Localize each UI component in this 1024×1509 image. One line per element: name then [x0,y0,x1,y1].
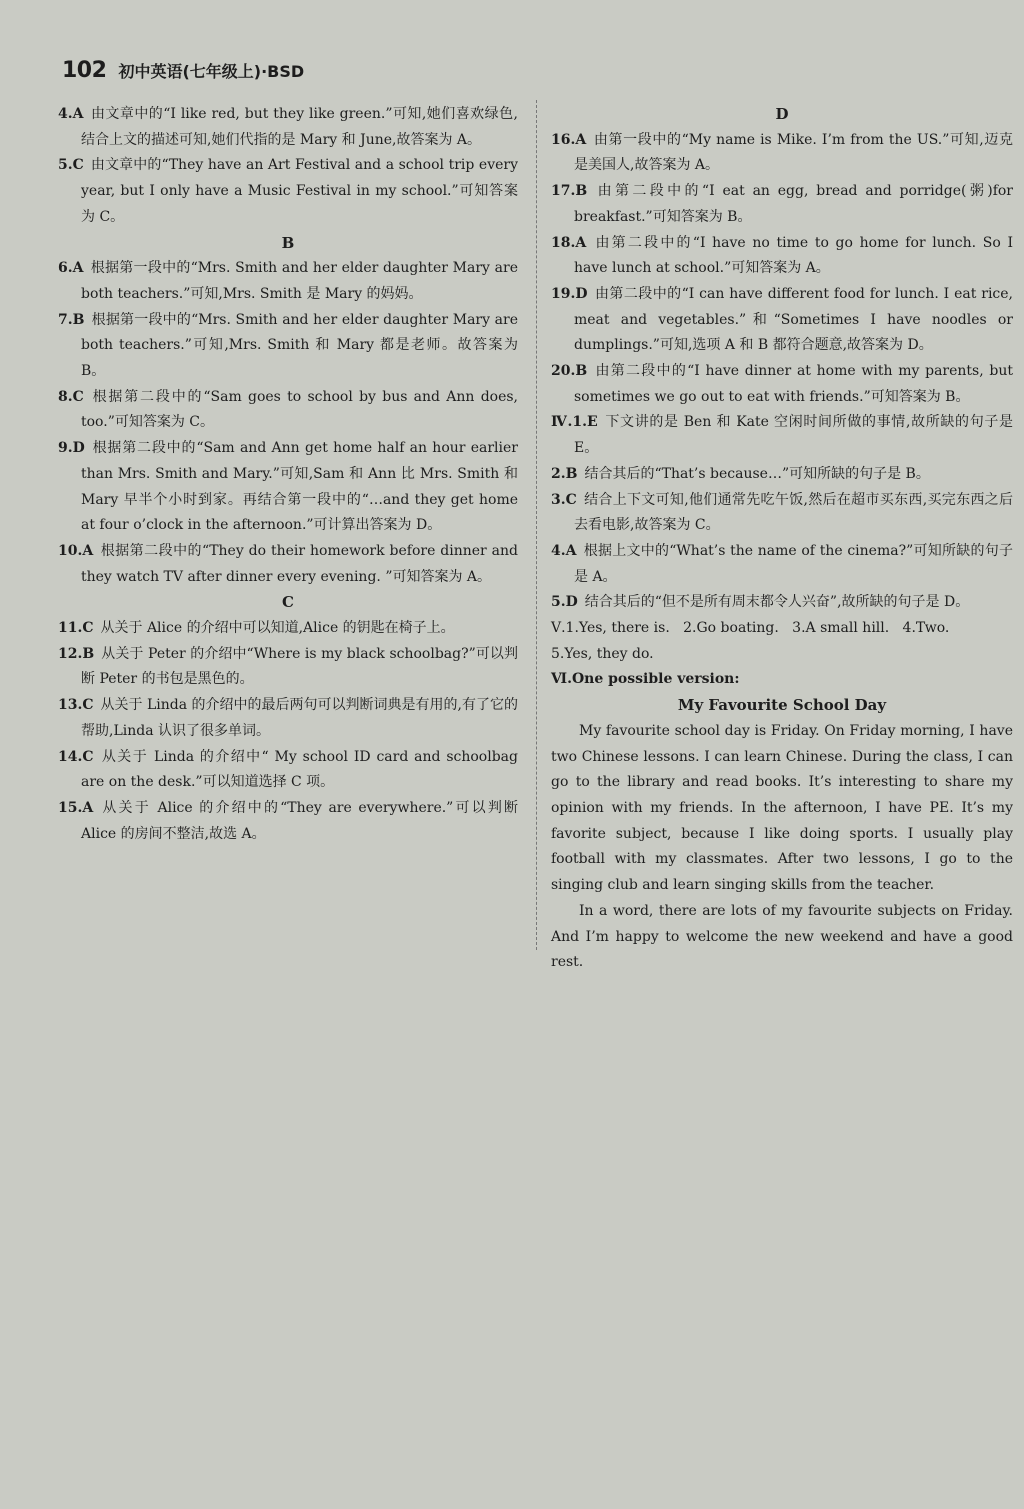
answer-explanation: 结合其后的“但不是所有周末都令人兴奋”,故所缺的句子是 D。 [577,594,970,611]
answer-explanation: 从关于 Alice 的介绍中可以知道,Alice 的钥匙在椅子上。 [93,620,455,637]
answer-number: 4.A [58,106,84,122]
answer-explanation: 从关于 Alice 的介绍中的“They are everywhere.”可以判断 Alice 的房间不整洁,故选 A。 [81,799,518,842]
essay-title: My Favourite School Day [677,696,887,715]
page-number: 102 [62,58,107,83]
answer-explanation: 根据第二段中的“Sam goes to school by bus and Ann does, too.”可知答案为 C。 [81,388,518,431]
answer-item [58,693,518,744]
answer-number: Ⅳ.1.E [551,414,598,431]
left-column [58,102,518,847]
answer-explanation: 由第二段中的“I have dinner at home with my parents, but sometimes we go out to eat with friends.”可知答案为 B。 [574,363,1013,405]
section-heading: C [282,593,294,612]
answer-item [58,153,518,230]
answer-number: 5.D [551,594,578,611]
essay-paragraph: In a word, there are lots of my favourite subjects on Friday. And I’m happy to welcome the new weekend and have a good rest. [551,902,1013,971]
answer-number: 2.B [551,465,578,482]
answer-number: 12.B [58,645,95,662]
book-title: 初中英语(七年级上)·BSD [118,62,305,81]
answer-explanation: 从关于 Peter 的介绍中“Where is my black schoolbag?”可以判断 Peter 的书包是黑色的。 [81,645,518,688]
answer-number: 20.B [551,363,588,380]
answer-number: 4.A [551,542,577,559]
answer-item [551,231,1013,282]
answer-number: 11.C [58,620,94,637]
section-heading: B [281,233,295,252]
answer-explanation: 根据上文中的“What’s the name of the cinema?”可知所缺的句子是 A。 [574,542,1013,585]
answer-explanation: 由第一段中的“My name is Mike. I’m from the US.”可知,迈克是美国人,故答案为 A。 [574,131,1013,174]
answer-number: 14.C [58,748,94,765]
answer-explanation: 由第二段中的“I can have different food for lunch. I eat rice, meat and vegetables.”和“Sometimes I have noodles or dumplings.”可知,选项 A 和 B 都符合题意,故答案为 D。 [574,285,1013,354]
answer-explanation: 根据第一段中的“Mrs. Smith and her elder daughter Mary are both teachers.”可知,Mrs. Smith 是 Mary 的妈妈。 [81,260,518,302]
answer-item [58,256,518,307]
answer-explanation: 结合其后的“That’s because…”可知所缺的句子是 B。 [577,465,930,482]
answer-explanation: 根据第二段中的“They do their homework before dinner and they watch TV after dinner every evening. ”可知答案为 A。 [81,542,518,585]
answer-number: 16.A [551,131,587,148]
answer-item [551,282,1013,359]
answer-explanation: 从关于 Linda 的介绍中“ My school ID card and schoolbag are on the desk.”可以知道选择 C 项。 [81,748,518,791]
answer-explanation: 结合上下文可知,他们通常先吃午饭,然后在超市买东西,买完东西之后去看电影,故答案为 C。 [574,491,1013,534]
answer-number: 3.C [551,491,577,508]
answer-number: 15.A [58,799,94,816]
answer-item [551,359,1013,410]
answer-item [58,796,518,847]
answer-item [551,462,1013,488]
answer-item [58,642,518,693]
answer-item [58,308,518,385]
answer-item [58,385,518,436]
answer-number: 5.C [58,157,84,174]
answer-line: 5.Yes, they do. [551,645,654,662]
answer-number: 9.D [58,440,85,457]
answer-explanation: 下文讲的是 Ben 和 Kate 空闲时间所做的事情,故所缺的句子是 E。 [574,414,1014,457]
answer-number: 6.A [58,260,84,277]
answer-item [551,128,1013,179]
answer-explanation: 由文章中的“They have an Art Festival and a school trip every year, but I only have a Music Festival in my school.”可知答案为 C。 [81,157,518,225]
answer-number: 18.A [551,234,587,251]
right-column [551,102,1013,976]
answer-item [58,436,518,539]
answer-explanation: 由第二段中的“I eat an egg, bread and porridge(粥)for breakfast.”可知答案为 B。 [574,183,1013,225]
answer-explanation: 根据第一段中的“Mrs. Smith and her elder daughter Mary are both teachers.”可知,Mrs. Smith 和 Mary 都是老师。故答案为 B。 [81,311,518,380]
answer-number: 8.C [58,388,84,405]
page-header [62,58,304,83]
section-heading: D [775,105,789,123]
answer-line: Ⅴ.1.Yes, there is. 2.Go boating. 3.A small hill. 4.Two. [551,620,950,637]
answer-explanation: 从关于 Linda 的介绍中的最后两句可以判断词典是有用的,有了它的帮助,Linda 认识了很多单词。 [81,697,518,739]
answer-item [58,539,518,590]
answer-item [58,745,518,796]
answer-explanation: 由文章中的“I like red, but they like green.”可知,她们喜欢绿色,结合上文的描述可知,她们代指的是 Mary 和 June,故答案为 A。 [81,106,518,148]
answer-item [58,102,518,153]
answer-item [58,616,518,642]
answer-number: 19.D [551,285,588,302]
answer-number: 13.C [58,697,94,714]
answer-explanation: 根据第二段中的“Sam and Ann get home half an hour earlier than Mrs. Smith and Mary.”可知,Sam 和 Ann 比 Mrs. Smith 和 Mary 早半个小时到家。再结合第一段中的“…and they get home at four o’clock in the afternoon.”可计算出答案为 D。 [81,440,518,534]
answer-item [551,179,1013,230]
answer-item [551,539,1013,590]
answer-item [551,590,1013,616]
answer-item [551,410,1013,461]
answer-number: 17.B [551,183,588,200]
answer-line: Ⅵ.One possible version: [551,671,740,688]
answer-explanation: 由第二段中的“I have no time to go home for lunch. So I have lunch at school.”可知答案为 A。 [574,234,1013,277]
essay-paragraph: My favourite school day is Friday. On Friday morning, I have two Chinese lessons. I can learn Chinese. During the class, I can go to the library and read books. It’s interesting to share my opinion with my friends. In the afternoon, I have PE. It’s my favorite subject, because I like doing sports. I usually play football with my classmates. After two lessons, I go to the singing club and learn singing skills from the teacher. [551,722,1013,894]
answer-number: 7.B [58,311,85,328]
answer-item [551,488,1013,539]
column-divider [536,100,537,950]
answer-number: 10.A [58,542,94,559]
